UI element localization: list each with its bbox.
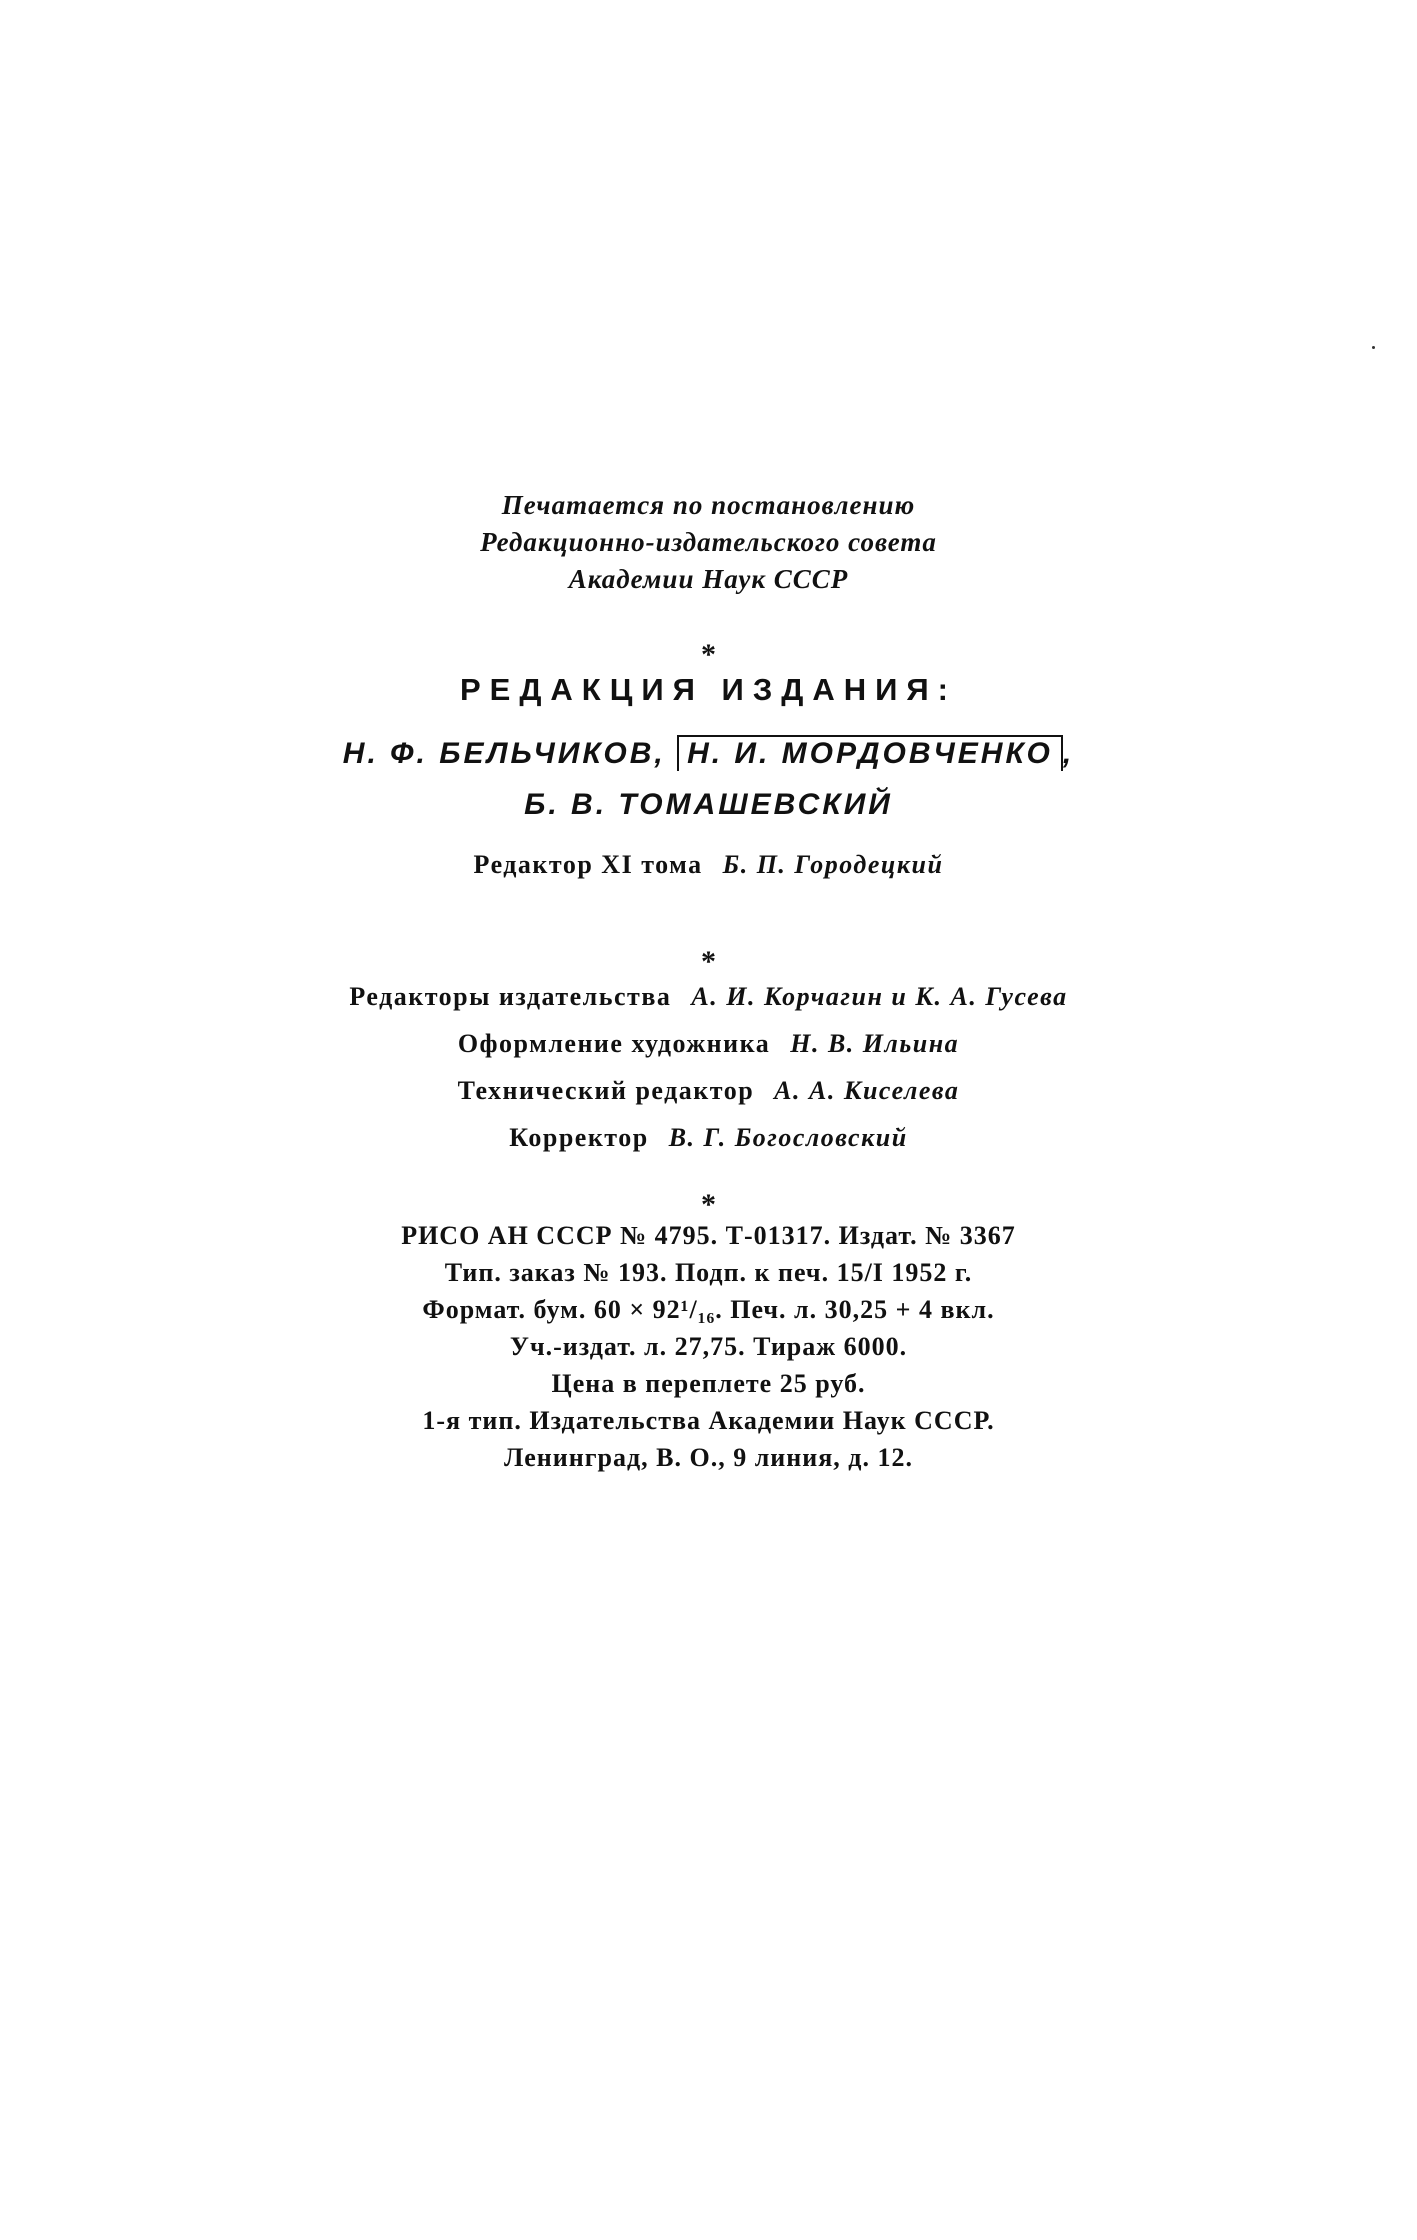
editor-mordovchenko-mourning-frame [677,735,1063,771]
staff-line-designer [0,1029,1417,1059]
staff-line-publishers-editors [0,982,1417,1012]
separator-star: * [701,1188,716,1221]
resolution-line-2: Редакционно-издательского совета [480,527,937,557]
imprint-line-5: Цена в переплете 25 руб. [551,1369,866,1398]
imprint-line-3: Формат. бум. 60 × 92¹/₁₆. Печ. л. 30,25 + 4 вкл. [422,1295,995,1324]
staff-label: Корректор [509,1123,649,1152]
imprint-line-4: Уч.-издат. л. 27,75. Тираж 6000. [509,1332,908,1361]
imprint-line-7: Ленинград, В. О., 9 линия, д. 12. [504,1443,913,1472]
imprint-line-6: 1-я тип. Издательства Академии Наук СССР. [422,1406,995,1435]
staff-label: Технический редактор [457,1076,755,1105]
staff-name: В. Г. Богословский [668,1123,908,1152]
editors-line-1 [0,735,1417,771]
staff-label: Редакторы издательства [349,982,672,1011]
staff-name: А. А. Киселева [774,1076,960,1105]
volume-editor-label: Редактор XI тома [473,850,703,879]
imprint-line-1: РИСО АН СССР № 4795. Т-01317. Издат. № 3367 [401,1221,1016,1250]
editorial-board-heading: РЕДАКЦИЯ ИЗДАНИЯ: [459,672,957,707]
editor-mordovchenko: Н. И. МОРДОВЧЕНКО [687,737,1053,770]
staff-name: А. И. Корчагин и К. А. Гусева [691,982,1068,1011]
stray-mark [1372,346,1375,349]
staff-line-proofreader [0,1123,1417,1153]
staff-line-technical-editor [0,1076,1417,1106]
imprint-line-2: Тип. заказ № 193. Подп. к печ. 15/I 1952 г. [444,1258,973,1287]
volume-editor-line [0,850,1417,880]
volume-editor-name: Б. П. Городецкий [722,850,944,879]
resolution-line-1: Печатается по постановлению [501,490,916,520]
editor-comma: , [1062,737,1075,770]
staff-name: Н. В. Ильина [790,1029,960,1058]
separator-star: * [701,945,716,978]
editor-belchikov: Н. Ф. БЕЛЬЧИКОВ, [342,737,666,770]
separator-star: * [701,638,716,671]
editor-tomashevsky: Б. В. ТОМАШЕВСКИЙ [524,788,893,821]
staff-label: Оформление художника [457,1029,771,1058]
resolution-line-3: Академии Наук СССР [568,564,849,594]
